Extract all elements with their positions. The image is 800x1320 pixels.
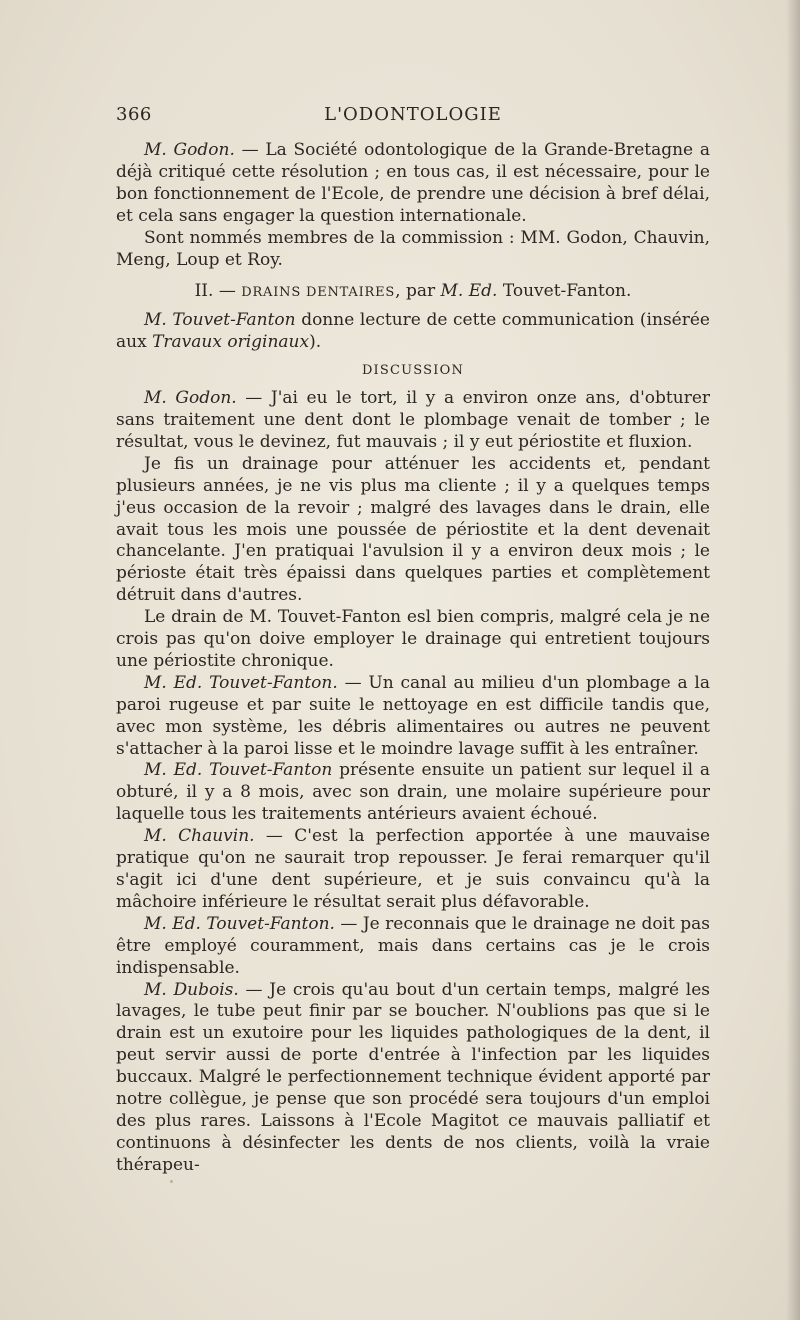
page-edge-shadow: [786, 0, 800, 1320]
speaker-name: M. Dubois.: [144, 979, 239, 1000]
paragraph: Je fis un drainage pour atténuer les accidents et, pendant plusieurs années, je ne vis plus ma cliente ; il y a quelques temps j'eus occasion de la revoir ; malgré des lavages dans le drain, elle avait tous les mois une poussée de périostite et la dent devenait chancelante. J'en pratiquai l'avulsion il y a environ deux mois ; le périoste était très épaissi dans quelques parties et complètement détruit dans d'autres.: [116, 453, 710, 606]
speaker-name: M. Ed. Touvet-Fanton: [144, 760, 333, 781]
paragraph: M. Chauvin. — C'est la perfection apportée à une mauvaise pratique qu'on ne saurait trop repousser. Je ferai remarquer qu'il s'agit ici d'une dent supérieure, et je suis convaincu qu'à la mâchoire inférieure le résultat serait plus défavorable.: [116, 826, 711, 912]
speaker-name: M. Touvet-Fanton: [144, 310, 296, 331]
page-number: 366: [116, 104, 152, 125]
page-body: [116, 140, 710, 1177]
speaker-name: M. Godon.: [144, 140, 235, 160]
paragraph: M. Ed. Touvet-Fanton présente ensuite un patient sur lequel il a obturé, il y a 8 mois, avec son drain, une molaire supérieure pour laquelle tous les traitements antérieurs avaient échoué.: [116, 760, 710, 825]
paragraph: M. Touvet-Fanton donne lecture de cette communication (insérée aux Travaux originaux).: [116, 310, 710, 353]
speaker-name: M. Ed. Touvet-Fanton.: [144, 913, 335, 934]
paragraph: M. Godon. — La Société odontologique de la Grande-Bretagne a déjà critiqué cette résolution ; en tous cas, il est nécessaire, pour le bon fonctionnement de l'Ecole, de prendre une décision à bref délai, et cela sans engager la question internationale.: [116, 140, 710, 226]
speaker-name: M. Ed. Touvet-Fanton.: [144, 672, 338, 693]
discussion-heading: DISCUSSION: [361, 363, 465, 379]
speaker-name: M. Chauvin.: [144, 826, 255, 847]
speaker-name: M. Godon.: [144, 388, 237, 409]
paragraph: M. Godon. — J'ai eu le tort, il y a environ onze ans, d'obturer sans traitement une dent dont le plombage venait de tomber ; le résultat, vous le devinez, fut mauvais ; il y eut périostite et fluxion.: [116, 388, 711, 452]
section-heading: II. — DRAINS DENTAIRES, par M. Ed. Touvet-Fanton.: [194, 281, 632, 302]
paragraph: Le drain de M. Touvet-Fanton esl bien compris, malgré cela je ne crois pas qu'on doive employer le drainage qui entretient toujours une périostite chronique.: [116, 607, 710, 671]
paper-speck: [170, 1180, 173, 1183]
paragraph: M. Ed. Touvet-Fanton. — Je reconnais que le drainage ne doit pas être employé couramment, mais dans certains cas je le crois indispensable.: [116, 913, 711, 978]
paragraph: M. Dubois. — Je crois qu'au bout d'un certain temps, malgré les lavages, le tube peut finir par se boucher. N'oublions pas que si le drain est un exutoire pour les liquides pathologiques de la dent, il peut servir aussi de porte d'entrée à l'infection par les liquides buccaux. Malgré le perfectionnement technique évident apporté par notre collègue, je pense que son procédé sera toujours d'un emploi des plus rares. Laissons à l'Ecole Magitot ce mauvais palliatif et continuons à désinfecter les dents de nos clients, voilà la vraie thérapeu-: [116, 979, 710, 1175]
running-head: L'ODONTOLOGIE: [324, 104, 502, 125]
paragraph: M. Ed. Touvet-Fanton. — Un canal au milieu d'un plombage a la paroi rugeuse et par suite le nettoyage en est difficile tandis que, avec mon système, les débris alimentaires ou autres ne peuvent s'attacher à la paroi lisse et le moindre lavage suffit à les entraîner.: [116, 672, 710, 759]
paragraph: Sont nommés membres de la commission : MM. Godon, Chauvin, Meng, Loup et Roy.: [116, 227, 710, 270]
